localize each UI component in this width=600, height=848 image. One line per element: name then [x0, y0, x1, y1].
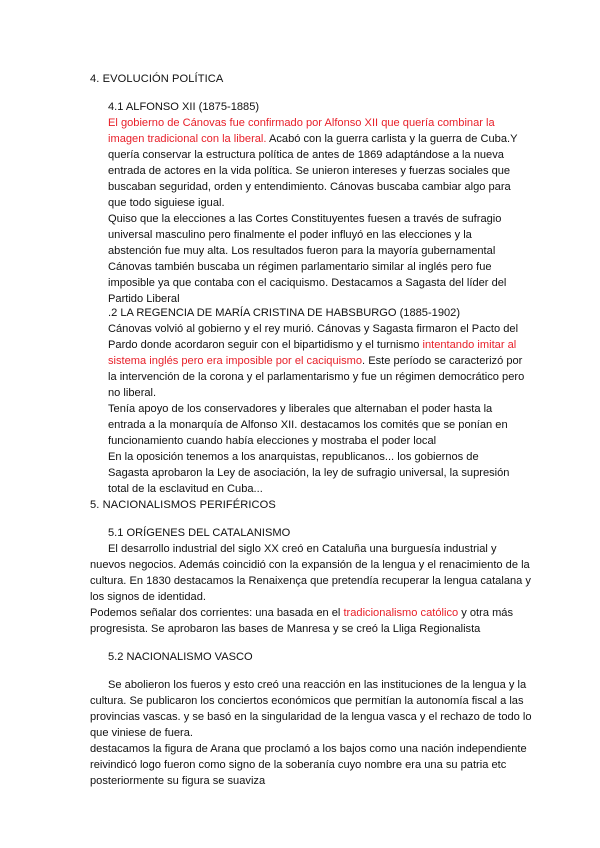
paragraph-line: universal masculino pero finalmente el poder influyó en las elecciones y la: [108, 229, 472, 241]
paragraph-line: [108, 131, 517, 147]
paragraph-line: buscaban seguridad, orden y entendimiento. Cánovas buscaba cambiar algo para: [108, 181, 511, 193]
highlight-text: intentando imitar al: [422, 339, 517, 351]
paragraph-line: la intervención de la corona y el parlamentarismo y fue un régimen democrático pero: [108, 371, 525, 383]
section-5-heading: 5. NACIONALISMOS PERIFÉRICOS: [90, 499, 276, 511]
paragraph-line: El gobierno de Cánovas fue confirmado por Alfonso XII que quería combinar la: [108, 117, 495, 129]
paragraph-line: provincias vascas. y se basó en la singularidad de la lengua vasca y el rechazo de todo lo: [90, 711, 532, 723]
paragraph-line: [108, 337, 516, 353]
highlight-text: imagen tradicional con la liberal.: [108, 133, 267, 145]
section-5-2-title: 5.2 NACIONALISMO VASCO: [108, 651, 253, 663]
paragraph-line: posteriormente su figura se suaviza: [90, 775, 266, 787]
paragraph-line: los signos de identidad.: [90, 591, 206, 603]
paragraph-line: nuevos negocios. Además coincidió con la expansión de la lengua y el renacimiento de la: [90, 559, 530, 571]
paragraph-line: funcionamiento cuando había elecciones y mostraba el poder local: [108, 435, 437, 447]
paragraph-line: Quiso que la elecciones a las Cortes Constituyentes fuesen a través de sufragio: [108, 213, 502, 225]
paragraph-line: Cánovas volvió al gobierno y el rey murió. Cánovas y Sagasta firmaron el Pacto del: [108, 323, 519, 335]
paragraph-line: En la oposición tenemos a los anarquistas, republicanos... los gobiernos de: [108, 451, 479, 463]
section-4-2-title: .2 LA REGENCIA DE MARÍA CRISTINA DE HABSBURGO (1885-1902): [108, 307, 461, 319]
paragraph-line: [108, 353, 522, 369]
paragraph-line: Cánovas también buscaba un régimen parlamentario similar al inglés pero fue: [108, 261, 492, 273]
paragraph-line: progresista. Se aprobaron las bases de Manresa y se creó la Lliga Regionalista: [90, 623, 481, 635]
text-segment: Acabó con la guerra carlista y la guerra de Cuba.Y: [266, 133, 518, 145]
paragraph-line: abstención fue muy alta. Los resultados fueron para la mayoría gubernamental: [108, 245, 496, 257]
paragraph-line: [90, 605, 513, 621]
text-segment: Podemos señalar dos corrientes: una basada en el: [90, 607, 344, 619]
text-segment: . Este período se caracterizó por: [362, 355, 523, 367]
paragraph-line: Sagasta aprobaron la Ley de asociación, la ley de sufragio universal, la supresión: [108, 467, 510, 479]
highlight-text: sistema inglés pero era imposible por el caciquismo: [108, 355, 363, 367]
paragraph-line: cultura. En 1830 destacamos la Renaixença que pretendía recuperar la lengua catalana y: [90, 575, 531, 587]
paragraph-line: no liberal.: [108, 387, 157, 399]
section-4-1-title: 4.1 ALFONSO XII (1875-1885): [108, 101, 260, 113]
paragraph-line: Tenía apoyo de los conservadores y liberales que alternaban el poder hasta la: [108, 403, 493, 415]
text-segment: y otra más: [458, 607, 514, 619]
paragraph-line: Partido Liberal: [108, 293, 180, 305]
section-5-1-title: 5.1 ORÍGENES DEL CATALANISMO: [108, 527, 291, 539]
paragraph-line: entrada a la monarquía de Alfonso XII. destacamos los comités que se ponían en: [108, 419, 508, 431]
highlight-text: tradicionalismo católico: [343, 607, 459, 619]
paragraph-line: imposible ya que contaba con el caciquismo. Destacamos a Sagasta del líder del: [108, 277, 507, 289]
paragraph-line: que todo siguiese igual.: [108, 197, 225, 209]
section-4-heading: 4. EVOLUCIÓN POLÍTICA: [90, 73, 224, 85]
paragraph-line: El desarrollo industrial del siglo XX creó en Cataluña una burguesía industrial y: [108, 543, 497, 555]
paragraph-line: quería conservar la estructura política de antes de 1869 adaptándose a la nueva: [108, 149, 504, 161]
paragraph-line: Se abolieron los fueros y esto creó una reacción en las instituciones de la lengua y la: [108, 679, 527, 691]
paragraph-line: destacamos la figura de Arana que proclamó a los bajos como una nación independiente: [90, 743, 527, 755]
paragraph-line: cultura. Se publicaron los conciertos económicos que permitían la autonomía fiscal a las: [90, 695, 524, 707]
paragraph-line: reivindicó logo fueron como signo de la soberanía cuyo nombre era una su patria etc: [90, 759, 507, 771]
paragraph-line: total de la esclavitud en Cuba...: [108, 483, 263, 495]
paragraph-line: que viniese de fuera.: [90, 727, 193, 739]
text-segment: Pardo donde acordaron seguir con el bipartidismo y el turnismo: [108, 339, 423, 351]
paragraph-line: entrada de actores en la vida política. Se unieron intereses y fuerzas sociales que: [108, 165, 511, 177]
